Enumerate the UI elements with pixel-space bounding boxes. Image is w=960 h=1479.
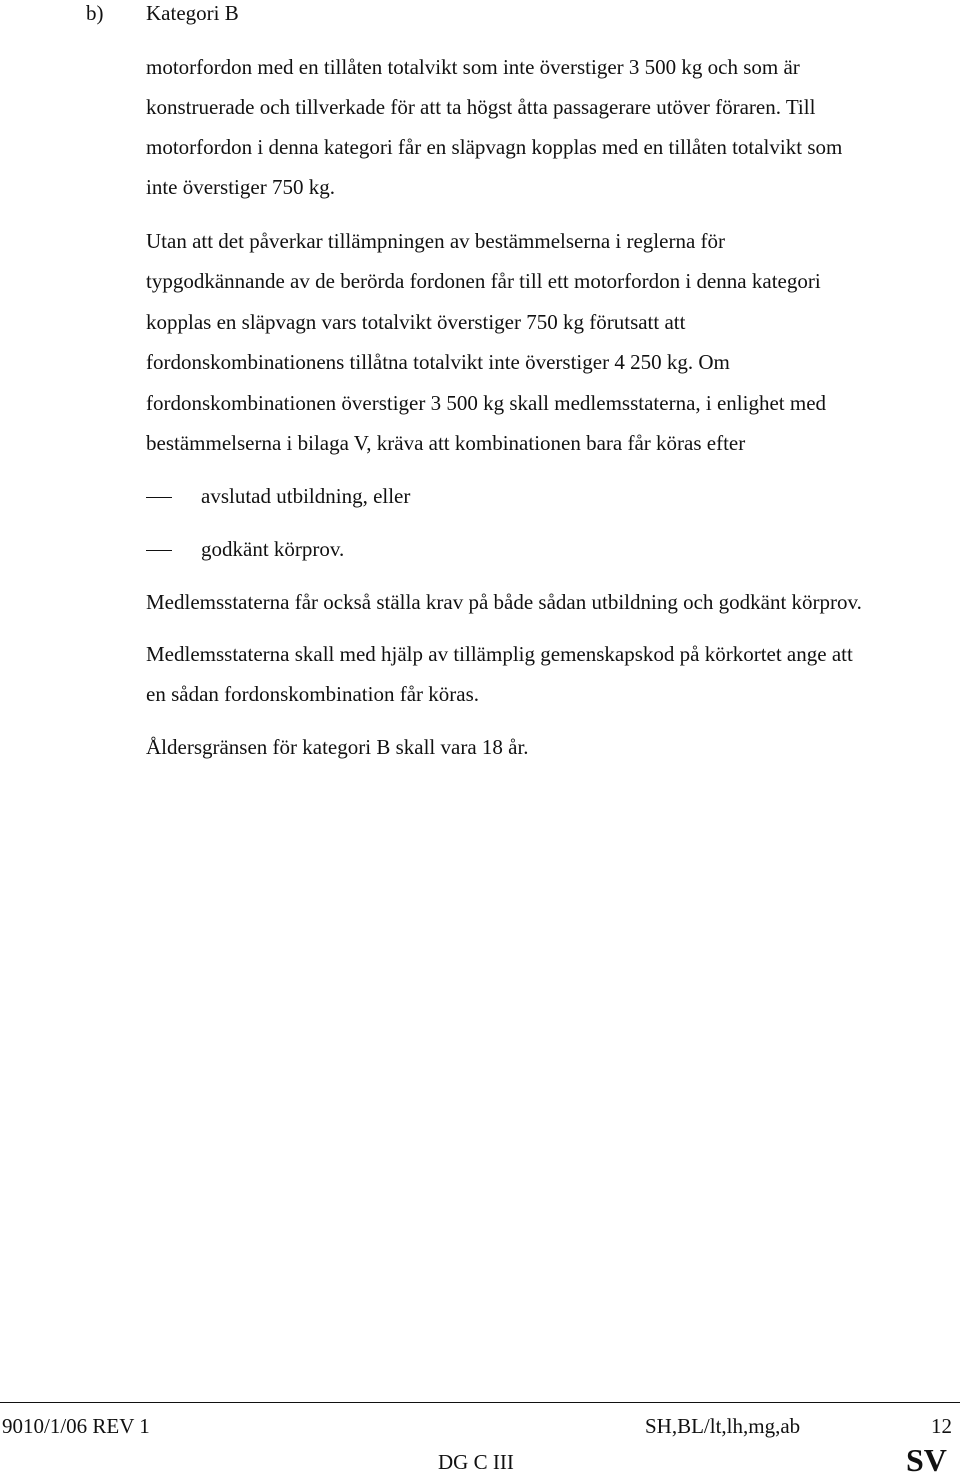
footer-initials: SH,BL/lt,lh,mg,ab: [645, 1414, 801, 1438]
paragraph-5-line-1: Åldersgränsen för kategori B skall vara 18 år.: [146, 735, 529, 759]
paragraph-1-line-2: konstruerade och tillverkade för att ta högst åtta passagerare utöver föraren. Till: [146, 95, 816, 119]
paragraph-2-line-3: kopplas en släpvagn vars totalvikt överstiger 750 kg förutsatt att: [146, 310, 686, 334]
bullet-item-1: avslutad utbildning, eller: [201, 484, 411, 508]
section-label: b): [86, 1, 104, 25]
paragraph-1-line-3: motorfordon i denna kategori får en släpvagn kopplas med en tillåten totalvikt som: [146, 135, 843, 159]
paragraph-2-line-6: bestämmelserna i bilaga V, kräva att kombinationen bara får köras efter: [146, 431, 746, 455]
bullet-item-2: godkänt körprov.: [201, 537, 345, 561]
paragraph-2-line-4: fordonskombinationens tillåtna totalvikt inte överstiger 4 250 kg. Om: [146, 350, 730, 374]
paragraph-3-line-1: Medlemsstaterna får också ställa krav på både sådan utbildning och godkänt körprov.: [146, 590, 862, 614]
page-number: 12: [931, 1414, 952, 1438]
paragraph-4-line-2: en sådan fordonskombination får köras.: [146, 682, 479, 706]
section-title: Kategori B: [146, 1, 239, 25]
paragraph-1-line-1: motorfordon med en tillåten totalvikt som inte överstiger 3 500 kg och som är: [146, 55, 800, 79]
paragraph-4-line-1: Medlemsstaterna skall med hjälp av tillämplig gemenskapskod på körkortet ange att: [146, 642, 853, 666]
paragraph-2-line-2: typgodkännande av de berörda fordonen får till ett motorfordon i denna kategori: [146, 269, 821, 293]
footer-department: DG C III: [438, 1450, 514, 1474]
dash-bullet-marker: [146, 550, 172, 551]
footer-divider: [0, 1402, 960, 1403]
dash-bullet-marker: [146, 497, 172, 498]
paragraph-1-line-4: inte överstiger 750 kg.: [146, 175, 335, 199]
paragraph-2-line-5: fordonskombinationen överstiger 3 500 kg skall medlemsstaterna, i enlighet med: [146, 391, 827, 415]
paragraph-2-line-1: Utan att det påverkar tillämpningen av bestämmelserna i reglerna för: [146, 229, 726, 253]
footer-reference: 9010/1/06 REV 1: [2, 1414, 150, 1438]
language-code: SV: [906, 1442, 947, 1478]
